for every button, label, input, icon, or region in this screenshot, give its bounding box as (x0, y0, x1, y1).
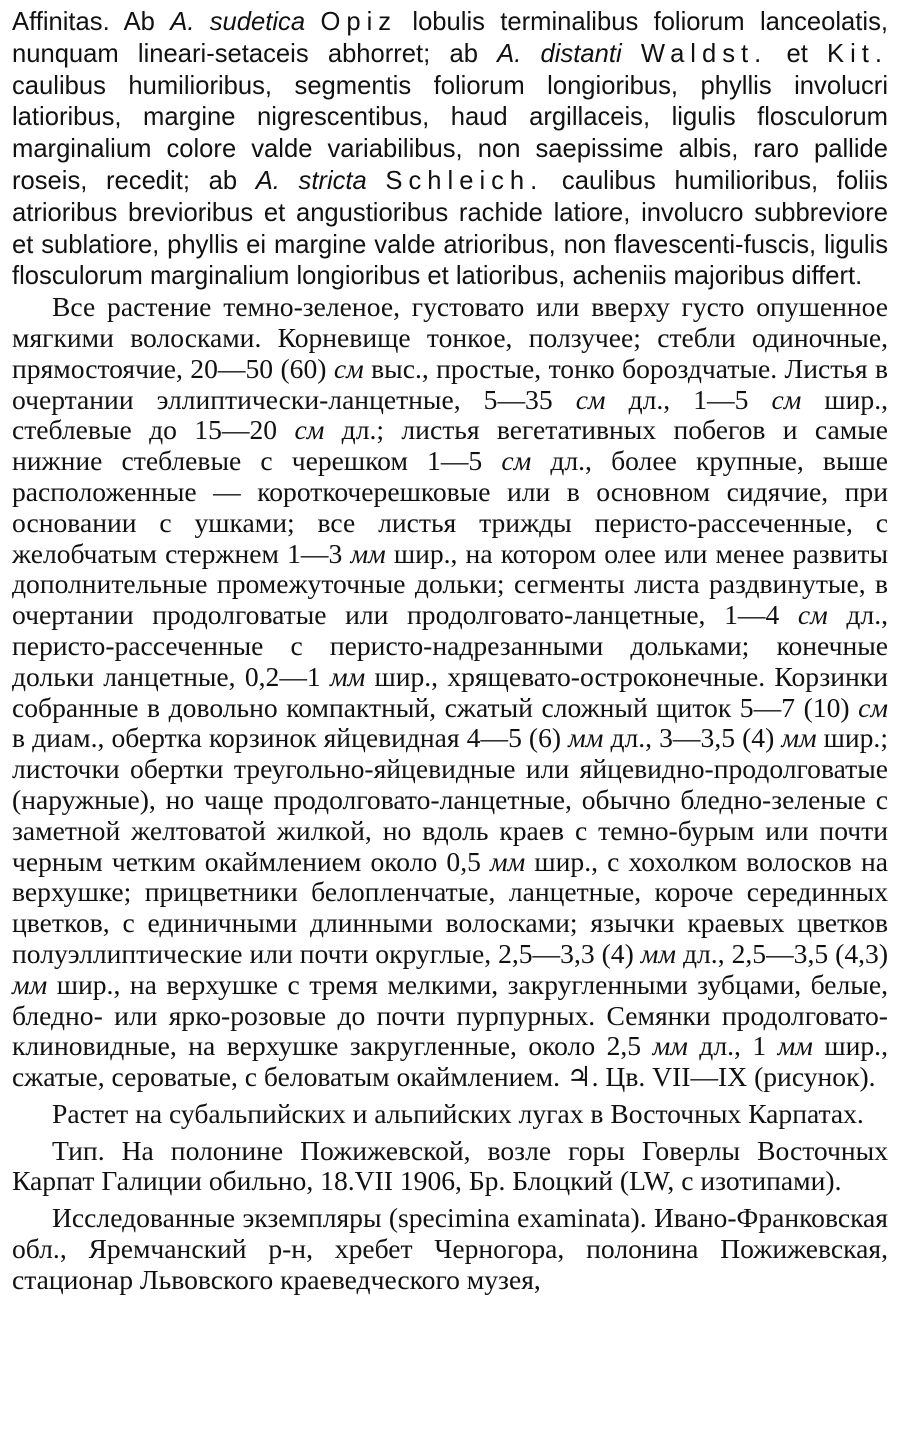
text-run: caulibus humilioribus, foliis atrioribus brevioribus et angustioribus rachide latiore, involucro subbreviore et sublatiore, phyllis ei margine valde atrioribus, non flavescenti-fuscis, ligulis flosculorum marginalium longioribus et latioribus, acheniis majoribus differt. (12, 166, 888, 291)
text-run (367, 167, 386, 195)
text-run: Все растение темно-зеленое, густовато или вверху густо опушенное мягкими волосками. Корневище тонкое, ползучее; стебли одиночные, прямостоячие, 20—50 (60) (12, 291, 888, 384)
text-run: дл., перисто-рассеченные с перисто-надрезанными дольками; конечные дольки ланцетные, 0,2—1 (12, 599, 888, 692)
document-page (12, 6, 888, 1296)
italic-run: мм (781, 722, 817, 754)
text-run: шир., с хохолком волосков на верхушке; прицветники белопленчатые, ланцетные, короче серединных цветков, с единичными длинными волосками; язычки краевых цветков полуэллиптические или почти округлые, 2,5—3,3 (4) (12, 845, 888, 969)
habitat-paragraph (12, 1099, 888, 1130)
text-run: Тип. На полонине Пожижевской, возле горы Говерлы Восточных Карпат Галиции обильно, 18.VII 1906, Бр. Блоцкий (LW, с изотипами). (12, 1134, 888, 1197)
italic-run: см (501, 445, 532, 477)
text-run: выс., простые, тонко бороздчатые. Листья в очертании эллиптически-ланцетные, 5—35 (12, 352, 888, 415)
text-run: дл.; листья вегетативных побегов и самые нижние стеблевые с черешком 1—5 (12, 414, 888, 477)
affinitas-paragraph (12, 6, 888, 292)
specimens-paragraph (12, 1203, 888, 1295)
text-run: в диам., обертка корзинок яйцевидная 4—5 (6) (12, 722, 569, 754)
spaced-author-run: Opiz (320, 8, 398, 36)
text-run: дл., 2,5—3,5 (4,3) (676, 937, 889, 969)
text-run: дл., 1—5 (605, 383, 772, 415)
text-run: et (767, 39, 828, 68)
spaced-author-run: Schleich. (385, 166, 544, 195)
text-run: шир.; листочки обертки треугольно-яйцевидные или яйцевидно-продолговатые (наружные), но чаще продолговато-ланцетные, обычно бледно-зеленые с заметной желтоватой жилкой, но вдоль краев с темно-бурым или почти черным четким окаймлением около 0,5 (12, 722, 889, 877)
italic-run: мм (350, 537, 386, 569)
text-run: Affinitas. Ab (12, 8, 171, 36)
description-paragraph (12, 292, 888, 1093)
text-run: шир., хрящевато-остроконечные. Корзинки собранные в довольно компактный, сжатый сложный щиток 5—7 (10) (12, 660, 888, 723)
text-run: шир., сжатые, сероватые, с беловатым окаймлением. ♃. Цв. VII—IX (рисунок). (12, 1030, 888, 1093)
italic-run: A. stricta (255, 166, 367, 195)
text-run (305, 8, 320, 36)
italic-run: мм (490, 845, 526, 877)
italic-run: мм (568, 722, 604, 754)
text-run: шир., стеблевые до 15—20 (12, 383, 888, 446)
italic-run: см (771, 383, 802, 415)
italic-run: см (575, 383, 606, 415)
text-run: Растет на субальпийских и альпийских лугах в Восточных Карпатах. (52, 1097, 864, 1129)
spaced-author-run: Waldst. (640, 39, 768, 68)
italic-run: мм (329, 660, 366, 692)
text-run: lobulis terminalibus foliorum lanceolatis, nunquam lineari-setaceis abhorret; ab (12, 8, 888, 68)
text-run (622, 40, 641, 68)
text-run: дл., более крупные, выше расположенные — короткочерешковые или в основном сидячие, при основании с ушками; все листья трижды перисто-рассеченные, с желобчатым стержнем 1—3 (12, 445, 888, 569)
italic-run: см (333, 352, 364, 384)
italic-run: мм (777, 1030, 813, 1062)
spaced-author-run: Kit. (827, 39, 888, 68)
italic-run: см (797, 599, 828, 631)
text-run: дл., 1 (687, 1030, 778, 1062)
italic-run: см (858, 691, 888, 723)
text-run: шир., на верхушке с тремя мелкими, закругленными зубцами, белые, бледно- или ярко-розовые до почти пурпурных. Семянки продолговато-клиновидные, на верхушке закругленные, около 2,5 (12, 968, 888, 1062)
italic-run: мм (12, 968, 48, 1000)
text-run: caulibus humilioribus, segmentis foliorum longioribus, phyllis involucri latioribus, margine nigrescentibus, haud argillaceis, ligulis flosculorum marginalium colore valde variabilibus, non saepissime albis, raro pallide roseis, recedit; ab (12, 71, 888, 195)
text-run: Исследованные экземпляры (specimina examinata). Ивано-Франковская обл., Яремчанский р-н, хребет Черногора, полонина Пожижевская, стационар Львовского краеведческого музея, (12, 1202, 888, 1295)
italic-run: A. distanti (497, 39, 622, 68)
italic-run: см (294, 414, 325, 446)
italic-run: мм (640, 937, 677, 969)
type-paragraph (12, 1136, 888, 1198)
italic-run: мм (652, 1030, 688, 1062)
text-run: дл., 3—3,5 (4) (603, 722, 782, 754)
italic-run: A. sudetica (170, 8, 306, 36)
text-run: шир., на котором олее или менее развиты дополнительные промежуточные дольки; сегменты листа раздвинутые, в очертании продолговатые или продолговато-ланцетные, 1—4 (12, 537, 888, 631)
